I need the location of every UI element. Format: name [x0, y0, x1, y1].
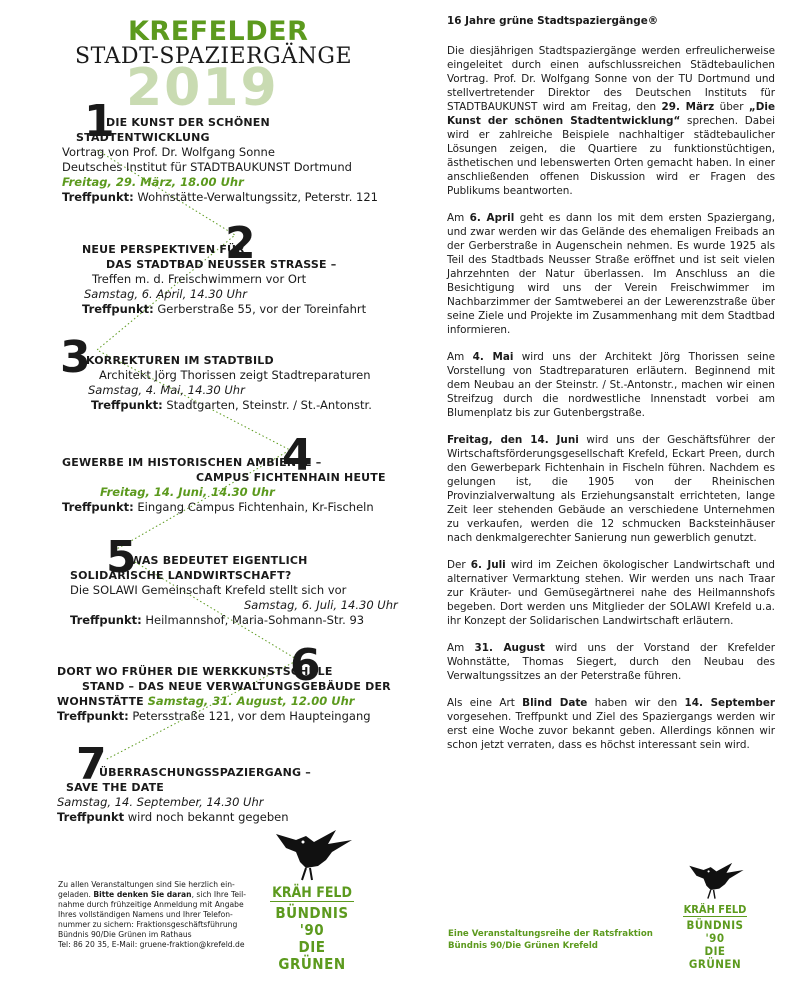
event-1-date: Freitag, 29. März, 18.00 Uhr	[62, 175, 244, 189]
event-4-heading: GEWERBE IM HISTORISCHEN AMBIENTE –	[62, 456, 322, 469]
crow-icon	[680, 860, 750, 900]
event-2	[82, 242, 366, 317]
description-title: 16 Jahre grüne Stadtspaziergänge®	[447, 15, 659, 27]
event-6-meeting-point: Treffpunkt: Petersstraße 121, vor dem Haupteingang	[57, 709, 371, 723]
event-6-number: 6	[290, 640, 321, 691]
event-5-date: Samstag, 6. Juli, 14.30 Uhr	[244, 598, 398, 612]
event-3-heading: KORREKTUREN IM STADTBILD	[86, 354, 274, 367]
event-5-meeting-point: Treffpunkt: Heilmannshof, Maria-Sohmann-Str. 93	[70, 613, 365, 627]
event-6-heading-2: STAND – DAS NEUE VERWALTUNGSGEBÄUDE DER	[82, 680, 391, 693]
paragraph-5: Der 6. Juli wird im Zeichen ökologischer Landwirtschaft und alternativer Vermarktung stehen. Wir werden uns nach Traar zur Kräuter- und Gemüsegärtnerei nahe des Heilmannshofs begeben. Dort werden uns Mitglieder der SOLAWI Krefeld u.a. ihr Konzept der Solidarischen Landwirtschaft erläutern.	[447, 559, 776, 627]
event-3-number: 3	[60, 332, 91, 383]
event-4-number: 4	[282, 430, 313, 481]
event-1-heading-2: STADTENTWICKLUNG	[76, 131, 210, 144]
event-2-meeting-point: Treffpunkt: Gerberstraße 55, vor der Toreinfahrt	[82, 302, 367, 316]
event-4-date: Freitag, 14. Juni, 14.30 Uhr	[100, 485, 275, 499]
event-6-date: Samstag, 31. August, 12.00 Uhr	[147, 694, 355, 708]
event-1	[62, 115, 378, 205]
event-7-heading-2: SAVE THE DATE	[66, 781, 165, 794]
event-7	[57, 765, 311, 825]
paragraph-4: Freitag, den 14. Juni wird uns der Geschäftsführer der Wirtschaftsförderungsgesellschaft Krefeld, Eckart Preen, durch den Gewerbepark Fichtenhain in Fischeln führen. Nachdem es gelungen ist, die 1905 von der Rheinischen Provinzialverwaltung als Erziehungsanstalt errichteten, lange Zeit leer stehenden Gebäude an verschiedene Unternehmen zu verkaufen, werden die 12 schmucken Backsteinhäuser nach denkmalgerechter Sanierung nun gewerblich genutzt.	[447, 434, 775, 544]
event-5-number: 5	[106, 532, 137, 583]
registration-note: Zu allen Veranstaltungen sind Sie herzlich ein- geladen. Bitte denken Sie daran, sich Ihre Teil- nahme durch frühzeitige Anmeldung mit Angabe Ihres vollständigen Namens und Ihrer Telefon- nummer zu sichern: Fraktionsgeschäftsführung Bündnis 90/Die Grünen im Rathaus Tel: 86 20 35, E-Mail: gruene-fraktion@krefeld.de	[58, 880, 246, 949]
event-6-heading-3: WOHNSTÄTTE	[57, 695, 144, 708]
event-3-desc: Architekt Jörg Thorissen zeigt Stadtreparaturen	[99, 368, 371, 382]
event-4-meeting-point: Treffpunkt: Eingang Campus Fichtenhain, Kr-Fischeln	[62, 500, 374, 514]
event-1-heading: DIE KUNST DER SCHÖNEN	[106, 116, 270, 129]
event-5-heading-2: SOLIDARISCHE LANDWIRTSCHAFT?	[70, 569, 292, 582]
description-column	[447, 14, 775, 765]
event-6-heading: DORT WO FRÜHER DIE WERKKUNSTSCHULE	[57, 665, 333, 678]
title-krefelder: KREFELDER	[128, 16, 309, 47]
event-2-date: Samstag, 6. April, 14.30 Uhr	[84, 287, 247, 301]
event-2-heading: NEUE PERSPEKTIVEN FÜR	[82, 243, 245, 256]
paragraph-3: Am 4. Mai wird uns der Architekt Jörg Thorissen seine Vorstellung von Stadtreparaturen erläutern. Beginnend mit dem Neubau an der Steinstr. / St.-Antonstr., machen wir einen Streifzug durch die nordwestliche Innenstadt vorbei am Blumenplatz bis zur Gutenbergstraße.	[447, 351, 775, 419]
event-7-heading: ÜBERRASCHUNGSSPAZIERGANG –	[99, 766, 311, 779]
event-1-number: 1	[84, 96, 115, 147]
event-6	[57, 664, 391, 724]
event-1-desc: Vortrag von Prof. Dr. Wolfgang Sonne	[62, 145, 275, 159]
event-4	[62, 455, 386, 515]
event-5-heading: WAS BEDEUTET EIGENTLICH	[130, 554, 308, 567]
event-1-desc-2: Deutsches Institut für STADTBAUKUNST Dortmund	[62, 160, 352, 174]
paragraph-7: Als eine Art Blind Date haben wir den 14. September vorgesehen. Treffpunkt und Ziel des Spaziergangs werden wir erst eine Woche zuvor bekannt geben. Allerdings können wir schon jetzt verraten, dass es höchst interessant sein wird.	[447, 697, 775, 751]
event-7-date: Samstag, 14. September, 14.30 Uhr	[57, 795, 264, 809]
event-2-heading-2: DAS STADTBAD NEUSSER STRASSE –	[106, 258, 337, 271]
paragraph-6: Am 31. August wird uns der Vorstand der Krefelder Wohnstätte, Thomas Siegert, durch den Neubau des Verwaltungssitzes an der Peterstraße führen.	[447, 642, 775, 682]
event-3-meeting-point: Treffpunkt: Stadtgarten, Steinstr. / St.-Antonstr.	[91, 398, 372, 412]
event-5	[70, 553, 398, 628]
crow-icon	[266, 826, 358, 882]
event-3	[86, 353, 372, 413]
event-2-number: 2	[225, 218, 256, 269]
paragraph-1: Die diesjährigen Stadtspaziergänge werden erfreulicherweise eingeleitet durch einen aufschlussreichen Städtebaulichen Vortrag. Prof. Dr. Wolfgang Sonne von der TU Dortmund und stellvertretender Direktor des Deutschen Instituts für STADTBAUKUNST wird am Freitag, den 29. März über „Die Kunst der schönen Stadtentwicklung“ sprechen. Dabei wird er zahlreiche Beispiele nachhaltiger städtebaulicher Lösungen zeigen, die Quartiere zu funktionstüchtigen, ästhetischen und lebenswerten Orten gemacht haben. In einer anschließenden offenen Diskussion wird er Fragen des Publikums beantworten.	[447, 45, 775, 197]
paragraph-2: Am 6. April geht es dann los mit dem ersten Spaziergang, und zwar werden wir das Gelände des ehemaligen Freibads an der Gerberstraße in Augenschein nehmen. Es wurde 1925 als Teil des Stadtbads Neusser Straße eröffnet und ist seit vielen Jahrzehnten der Natur überlassen. Im Anschluss an die Besichtigung wird uns der Verein Freischwimmer im Nachbarzimmer der Samtweberei an der Lewerenzstraße über seine Ziele und Projekte im Zusammenhang mit dem Stadtbad informieren.	[447, 212, 775, 336]
title-stadt-spaziergaenge: STADT-SPAZIERGÄNGE	[75, 44, 353, 69]
event-5-desc: Die SOLAWI Gemeinschaft Krefeld stellt sich vor	[70, 583, 347, 597]
kraehfeld-logo-left: KRÄH FELD BÜNDNIS '90 DIE GRÜNEN	[266, 826, 358, 973]
event-4-heading-2: CAMPUS FICHTENHAIN HEUTE	[196, 471, 386, 484]
sponsor-note: Eine Veranstaltungsreihe der Ratsfraktion Bündnis 90/Die Grünen Krefeld	[448, 929, 653, 951]
event-7-meeting-point: Treffpunkt wird noch bekannt gegeben	[57, 810, 289, 824]
event-7-number: 7	[76, 739, 107, 790]
event-1-meeting-point: Treffpunkt: Wohnstätte-Verwaltungssitz, Peterstr. 121	[62, 190, 378, 204]
event-2-desc: Treffen m. d. Freischwimmern vor Ort	[92, 272, 307, 286]
title-year: 2019	[126, 58, 279, 118]
event-3-date: Samstag, 4. Mai, 14.30 Uhr	[88, 383, 245, 397]
kraehfeld-logo-right: KRÄH FELD BÜNDNIS '90 DIE GRÜNEN	[680, 860, 750, 971]
